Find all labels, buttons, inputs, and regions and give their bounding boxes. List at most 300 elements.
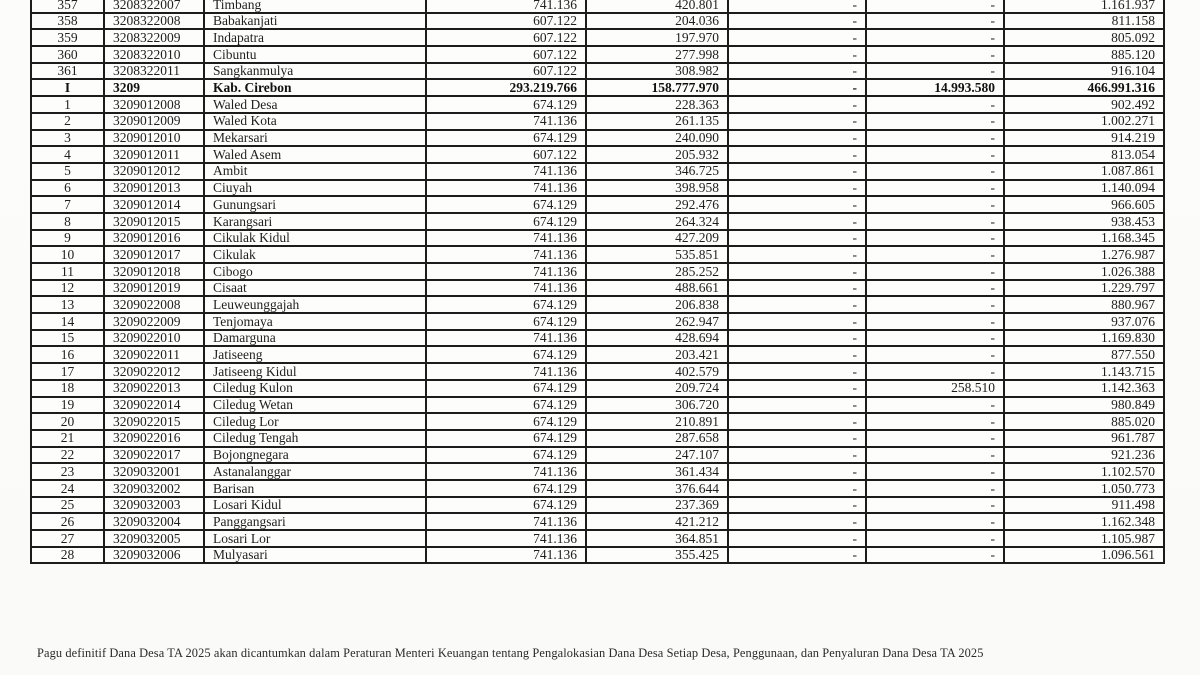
cell-v1: 741.136 (426, 513, 586, 530)
cell-v2: 420.801 (586, 0, 728, 13)
cell-no: 360 (31, 46, 104, 63)
cell-v5: 921.236 (1004, 447, 1164, 464)
cell-name: Jatiseeng Kidul (204, 363, 426, 380)
cell-v3: - (728, 413, 866, 430)
cell-no: 11 (31, 263, 104, 280)
cell-name: Sangkanmulya (204, 63, 426, 80)
cell-name: Cibuntu (204, 46, 426, 63)
cell-v5: 1.161.937 (1004, 0, 1164, 13)
table-row (31, 29, 1164, 46)
cell-v2: 355.425 (586, 547, 728, 564)
cell-name: Ciledug Tengah (204, 430, 426, 447)
cell-name: Losari Kidul (204, 497, 426, 514)
cell-v1: 674.129 (426, 130, 586, 147)
cell-v5: 938.453 (1004, 213, 1164, 230)
cell-name: Jatiseeng (204, 346, 426, 363)
cell-v2: 308.982 (586, 63, 728, 80)
cell-no: 21 (31, 430, 104, 447)
table-row (31, 430, 1164, 447)
cell-v3: - (728, 530, 866, 547)
cell-v3: - (728, 146, 866, 163)
cell-v5: 916.104 (1004, 63, 1164, 80)
table-row (31, 413, 1164, 430)
cell-v5: 880.967 (1004, 296, 1164, 313)
cell-v3: - (728, 263, 866, 280)
cell-code: 3209022017 (104, 447, 204, 464)
cell-v4: - (866, 63, 1004, 80)
cell-v4: 258.510 (866, 380, 1004, 397)
cell-v1: 674.129 (426, 380, 586, 397)
cell-v2: 287.658 (586, 430, 728, 447)
cell-v5: 914.219 (1004, 130, 1164, 147)
cell-v3: - (728, 480, 866, 497)
cell-v4: - (866, 246, 1004, 263)
cell-v2: 535.851 (586, 246, 728, 263)
cell-name: Bojongnegara (204, 447, 426, 464)
table-row (31, 146, 1164, 163)
cell-v4: - (866, 180, 1004, 197)
cell-v5: 1.162.348 (1004, 513, 1164, 530)
cell-code: 3209012014 (104, 196, 204, 213)
cell-code: 3209022010 (104, 330, 204, 347)
cell-v4: - (866, 230, 1004, 247)
cell-no: 14 (31, 313, 104, 330)
cell-v1: 607.122 (426, 46, 586, 63)
cell-no: 20 (31, 413, 104, 430)
cell-v2: 228.363 (586, 96, 728, 113)
cell-no: 28 (31, 547, 104, 564)
cell-v1: 674.129 (426, 346, 586, 363)
table-row (31, 363, 1164, 380)
cell-code: 3209012008 (104, 96, 204, 113)
cell-v3: - (728, 180, 866, 197)
cell-v4: - (866, 330, 1004, 347)
cell-name: Ciledug Kulon (204, 380, 426, 397)
cell-v1: 741.136 (426, 263, 586, 280)
cell-v3: - (728, 46, 866, 63)
cell-code: 3209012009 (104, 113, 204, 130)
cell-no: 1 (31, 96, 104, 113)
table-row (31, 130, 1164, 147)
cell-code: 3209022016 (104, 430, 204, 447)
cell-code: 3209022008 (104, 296, 204, 313)
cell-no: 22 (31, 447, 104, 464)
cell-v1: 741.136 (426, 0, 586, 13)
cell-v1: 607.122 (426, 146, 586, 163)
cell-v5: 1.169.830 (1004, 330, 1164, 347)
cell-name: Cikulak (204, 246, 426, 263)
cell-v3: - (728, 547, 866, 564)
cell-v1: 607.122 (426, 29, 586, 46)
cell-v3: - (728, 447, 866, 464)
cell-no: 4 (31, 146, 104, 163)
cell-v3: - (728, 397, 866, 414)
cell-v4: - (866, 46, 1004, 63)
cell-v5: 1.143.715 (1004, 363, 1164, 380)
cell-v4: - (866, 213, 1004, 230)
cell-code: 3209012016 (104, 230, 204, 247)
cell-name: Ciledug Lor (204, 413, 426, 430)
cell-v1: 741.136 (426, 246, 586, 263)
cell-no: 26 (31, 513, 104, 530)
cell-code: 3209022014 (104, 397, 204, 414)
cell-v1: 674.129 (426, 413, 586, 430)
cell-v2: 428.694 (586, 330, 728, 347)
cell-v3: - (728, 63, 866, 80)
cell-v3: - (728, 246, 866, 263)
cell-v2: 247.107 (586, 447, 728, 464)
cell-v3: - (728, 463, 866, 480)
cell-v3: - (728, 196, 866, 213)
cell-v4: - (866, 296, 1004, 313)
cell-code: 3209012010 (104, 130, 204, 147)
table-row (31, 180, 1164, 197)
cell-code: 3209022012 (104, 363, 204, 380)
cell-name: Panggangsari (204, 513, 426, 530)
cell-no: 9 (31, 230, 104, 247)
cell-v3: - (728, 0, 866, 13)
cell-v1: 293.219.766 (426, 79, 586, 96)
cell-no: 358 (31, 13, 104, 30)
cell-code: 3209012015 (104, 213, 204, 230)
cell-v4: - (866, 447, 1004, 464)
cell-v3: - (728, 497, 866, 514)
cell-code: 3209032003 (104, 497, 204, 514)
cell-v2: 264.324 (586, 213, 728, 230)
cell-v4: - (866, 530, 1004, 547)
cell-no: 2 (31, 113, 104, 130)
cell-v1: 674.129 (426, 397, 586, 414)
cell-code: 3208322007 (104, 0, 204, 13)
cell-code: 3209 (104, 79, 204, 96)
cell-v1: 674.129 (426, 313, 586, 330)
cell-name: Astanalanggar (204, 463, 426, 480)
cell-v5: 1.140.094 (1004, 180, 1164, 197)
cell-v3: - (728, 363, 866, 380)
cell-no: 24 (31, 480, 104, 497)
cell-v1: 674.129 (426, 497, 586, 514)
cell-v5: 1.087.861 (1004, 163, 1164, 180)
table-row (31, 280, 1164, 297)
table-row (31, 0, 1164, 13)
cell-v5: 1.096.561 (1004, 547, 1164, 564)
cell-no: 17 (31, 363, 104, 380)
cell-v5: 1.002.271 (1004, 113, 1164, 130)
cell-v3: - (728, 296, 866, 313)
cell-v4: - (866, 280, 1004, 297)
cell-no: 5 (31, 163, 104, 180)
cell-code: 3209032002 (104, 480, 204, 497)
cell-code: 3209012013 (104, 180, 204, 197)
cell-v3: - (728, 230, 866, 247)
table-row (31, 397, 1164, 414)
cell-no: 357 (31, 0, 104, 13)
table-row (31, 313, 1164, 330)
cell-v2: 206.838 (586, 296, 728, 313)
cell-name: Waled Kota (204, 113, 426, 130)
cell-no: I (31, 79, 104, 96)
cell-name: Cisaat (204, 280, 426, 297)
cell-v5: 980.849 (1004, 397, 1164, 414)
cell-code: 3208322008 (104, 13, 204, 30)
cell-v3: - (728, 213, 866, 230)
cell-v4: - (866, 480, 1004, 497)
cell-v4: - (866, 130, 1004, 147)
cell-no: 361 (31, 63, 104, 80)
cell-code: 3209032004 (104, 513, 204, 530)
cell-name: Timbang (204, 0, 426, 13)
cell-v4: - (866, 96, 1004, 113)
cell-name: Babakanjati (204, 13, 426, 30)
cell-v5: 813.054 (1004, 146, 1164, 163)
table-row (31, 230, 1164, 247)
cell-v4: - (866, 363, 1004, 380)
cell-v3: - (728, 130, 866, 147)
cell-v1: 741.136 (426, 530, 586, 547)
cell-v2: 306.720 (586, 397, 728, 414)
cell-name: Ciledug Wetan (204, 397, 426, 414)
cell-v5: 885.020 (1004, 413, 1164, 430)
cell-code: 3209022015 (104, 413, 204, 430)
cell-name: Indapatra (204, 29, 426, 46)
cell-no: 16 (31, 346, 104, 363)
cell-name: Leuweunggajah (204, 296, 426, 313)
cell-no: 3 (31, 130, 104, 147)
cell-v5: 1.102.570 (1004, 463, 1164, 480)
cell-no: 13 (31, 296, 104, 313)
cell-v5: 937.076 (1004, 313, 1164, 330)
cell-name: Losari Lor (204, 530, 426, 547)
cell-v1: 674.129 (426, 196, 586, 213)
cell-v1: 607.122 (426, 13, 586, 30)
cell-v2: 240.090 (586, 130, 728, 147)
cell-v3: - (728, 13, 866, 30)
table-row (31, 513, 1164, 530)
table-row (31, 346, 1164, 363)
cell-code: 3209022009 (104, 313, 204, 330)
cell-no: 27 (31, 530, 104, 547)
table-row (31, 547, 1164, 564)
cell-v2: 205.932 (586, 146, 728, 163)
cell-v5: 885.120 (1004, 46, 1164, 63)
cell-v1: 741.136 (426, 547, 586, 564)
cell-code: 3209032005 (104, 530, 204, 547)
cell-v3: - (728, 330, 866, 347)
cell-v1: 741.136 (426, 330, 586, 347)
table-row (31, 447, 1164, 464)
table-body (31, 0, 1164, 563)
cell-v2: 277.998 (586, 46, 728, 63)
allocation-table (30, 0, 1165, 564)
cell-v2: 197.970 (586, 29, 728, 46)
cell-v4: - (866, 0, 1004, 13)
cell-v4: - (866, 497, 1004, 514)
table-row (31, 463, 1164, 480)
cell-v3: - (728, 96, 866, 113)
cell-v3: - (728, 380, 866, 397)
cell-code: 3208322009 (104, 29, 204, 46)
cell-code: 3209012019 (104, 280, 204, 297)
cell-v2: 209.724 (586, 380, 728, 397)
cell-name: Ambit (204, 163, 426, 180)
cell-v5: 961.787 (1004, 430, 1164, 447)
cell-v2: 210.891 (586, 413, 728, 430)
cell-v4: - (866, 313, 1004, 330)
cell-code: 3209012012 (104, 163, 204, 180)
cell-name: Cibogo (204, 263, 426, 280)
table-row (31, 296, 1164, 313)
cell-v2: 398.958 (586, 180, 728, 197)
cell-v4: - (866, 346, 1004, 363)
cell-v3: - (728, 346, 866, 363)
cell-v4: 14.993.580 (866, 79, 1004, 96)
cell-v5: 811.158 (1004, 13, 1164, 30)
cell-v2: 262.947 (586, 313, 728, 330)
cell-v5: 1.276.987 (1004, 246, 1164, 263)
cell-name: Mulyasari (204, 547, 426, 564)
cell-no: 6 (31, 180, 104, 197)
cell-v3: - (728, 313, 866, 330)
cell-v2: 203.421 (586, 346, 728, 363)
cell-v4: - (866, 397, 1004, 414)
cell-v3: - (728, 163, 866, 180)
cell-v5: 1.026.388 (1004, 263, 1164, 280)
cell-v2: 427.209 (586, 230, 728, 247)
cell-v3: - (728, 280, 866, 297)
cell-v4: - (866, 29, 1004, 46)
cell-v1: 674.129 (426, 430, 586, 447)
table-row (31, 13, 1164, 30)
table-row (31, 79, 1164, 96)
cell-no: 18 (31, 380, 104, 397)
table-row (31, 480, 1164, 497)
cell-v2: 364.851 (586, 530, 728, 547)
cell-v5: 877.550 (1004, 346, 1164, 363)
cell-v4: - (866, 513, 1004, 530)
cell-v1: 674.129 (426, 480, 586, 497)
cell-name: Cikulak Kidul (204, 230, 426, 247)
cell-code: 3209012011 (104, 146, 204, 163)
table-row (31, 96, 1164, 113)
cell-v1: 741.136 (426, 230, 586, 247)
cell-code: 3209032006 (104, 547, 204, 564)
cell-name: Kab. Cirebon (204, 79, 426, 96)
table-row (31, 263, 1164, 280)
cell-v2: 488.661 (586, 280, 728, 297)
cell-v5: 902.492 (1004, 96, 1164, 113)
cell-v5: 1.050.773 (1004, 480, 1164, 497)
cell-no: 15 (31, 330, 104, 347)
cell-code: 3209032001 (104, 463, 204, 480)
cell-code: 3209022013 (104, 380, 204, 397)
cell-name: Ciuyah (204, 180, 426, 197)
cell-v2: 204.036 (586, 13, 728, 30)
cell-v4: - (866, 263, 1004, 280)
table-row (31, 380, 1164, 397)
cell-v1: 741.136 (426, 363, 586, 380)
footer-note: Pagu definitif Dana Desa TA 2025 akan dicantumkan dalam Peraturan Menteri Keuangan tentang Pengalokasian Dana Desa Setiap Desa, Penggunaan, dan Penyaluran Dana Desa TA 2025 (37, 646, 984, 660)
cell-v4: - (866, 547, 1004, 564)
cell-v2: 261.135 (586, 113, 728, 130)
table-row (31, 63, 1164, 80)
table-row (31, 113, 1164, 130)
cell-v5: 466.991.316 (1004, 79, 1164, 96)
table-row (31, 246, 1164, 263)
table-row (31, 213, 1164, 230)
cell-v4: - (866, 113, 1004, 130)
cell-v1: 741.136 (426, 180, 586, 197)
cell-v4: - (866, 146, 1004, 163)
cell-no: 12 (31, 280, 104, 297)
cell-v3: - (728, 513, 866, 530)
cell-v5: 1.105.987 (1004, 530, 1164, 547)
cell-v1: 674.129 (426, 96, 586, 113)
cell-v1: 741.136 (426, 280, 586, 297)
cell-name: Tenjomaya (204, 313, 426, 330)
cell-no: 359 (31, 29, 104, 46)
cell-no: 10 (31, 246, 104, 263)
cell-v4: - (866, 13, 1004, 30)
table-row (31, 497, 1164, 514)
cell-v5: 805.092 (1004, 29, 1164, 46)
cell-v1: 607.122 (426, 63, 586, 80)
cell-name: Mekarsari (204, 130, 426, 147)
cell-v3: - (728, 29, 866, 46)
cell-v2: 292.476 (586, 196, 728, 213)
cell-name: Waled Desa (204, 96, 426, 113)
cell-v3: - (728, 113, 866, 130)
cell-name: Barisan (204, 480, 426, 497)
cell-v2: 421.212 (586, 513, 728, 530)
cell-v1: 741.136 (426, 113, 586, 130)
cell-v1: 674.129 (426, 213, 586, 230)
cell-v1: 741.136 (426, 163, 586, 180)
cell-v2: 361.434 (586, 463, 728, 480)
cell-v2: 346.725 (586, 163, 728, 180)
cell-no: 19 (31, 397, 104, 414)
cell-v1: 674.129 (426, 296, 586, 313)
cell-v3: - (728, 79, 866, 96)
cell-v5: 911.498 (1004, 497, 1164, 514)
cell-code: 3209012017 (104, 246, 204, 263)
cell-v5: 1.168.345 (1004, 230, 1164, 247)
cell-v4: - (866, 413, 1004, 430)
cell-v3: - (728, 430, 866, 447)
table-row (31, 196, 1164, 213)
cell-v2: 237.369 (586, 497, 728, 514)
cell-code: 3209022011 (104, 346, 204, 363)
cell-v4: - (866, 463, 1004, 480)
cell-code: 3209012018 (104, 263, 204, 280)
table-row (31, 46, 1164, 63)
cell-v1: 674.129 (426, 447, 586, 464)
table-row (31, 330, 1164, 347)
cell-no: 7 (31, 196, 104, 213)
cell-v2: 158.777.970 (586, 79, 728, 96)
cell-v1: 741.136 (426, 463, 586, 480)
cell-v5: 1.142.363 (1004, 380, 1164, 397)
cell-v2: 402.579 (586, 363, 728, 380)
cell-v2: 285.252 (586, 263, 728, 280)
cell-v4: - (866, 163, 1004, 180)
cell-no: 8 (31, 213, 104, 230)
cell-v4: - (866, 196, 1004, 213)
table-row (31, 530, 1164, 547)
table-row (31, 163, 1164, 180)
cell-v4: - (866, 430, 1004, 447)
cell-code: 3208322011 (104, 63, 204, 80)
cell-no: 25 (31, 497, 104, 514)
